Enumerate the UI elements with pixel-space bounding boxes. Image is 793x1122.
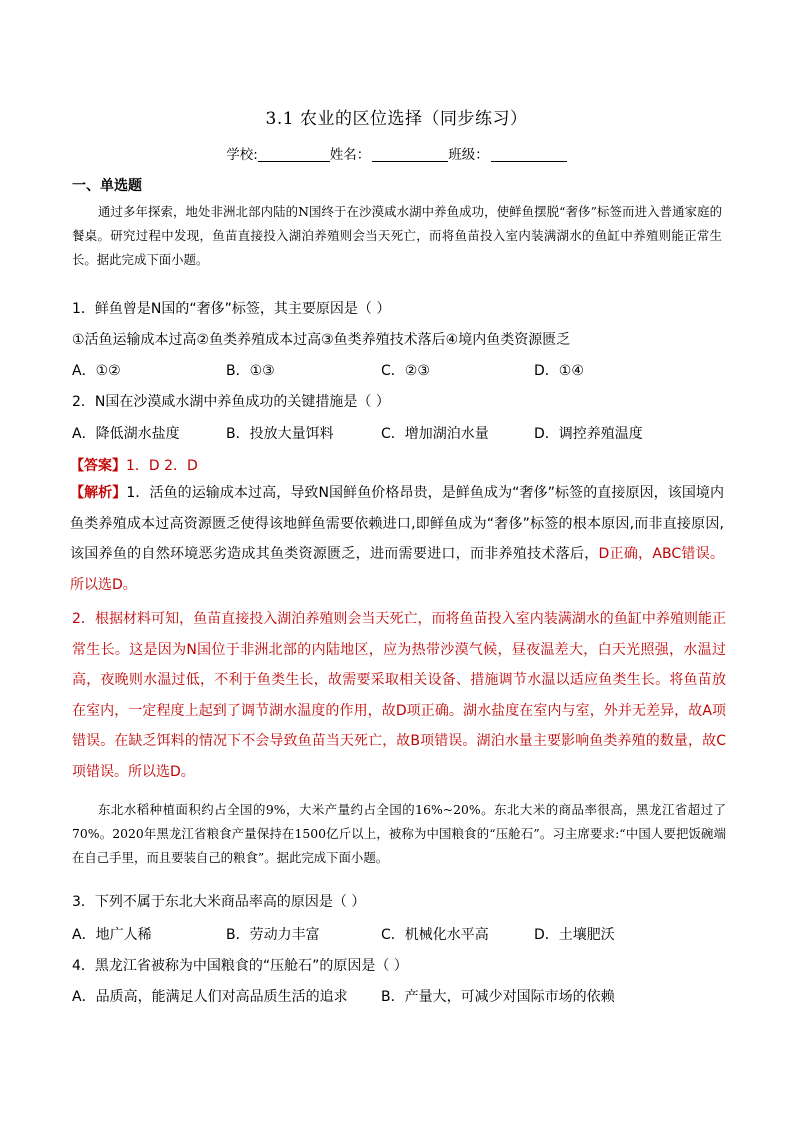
q3-option-d[interactable]: D．土壤肥沃 [534, 927, 615, 943]
class-label: 班级： [448, 147, 489, 163]
answer-label: 【答案】 [70, 458, 126, 474]
analysis-part-1 [70, 478, 724, 600]
answer-text: 1．D 2．D [126, 458, 198, 474]
q2-option-c[interactable]: C．增加湖泊水量 [381, 426, 489, 442]
analysis-2-body: 根据材料可知，鱼苗直接投入湖泊养殖则会当天死亡，而将鱼苗投入室内装满湖水的鱼缸中养殖则能正常生长。这是因为N国位于非洲北部的内陆地区，应为热带沙漠气候，昼夜温差大，白天光照强，水温过高，夜晚则水温过低，不利于鱼类生长，故需要采取相关设备、措施调节水温以适应鱼类生长。将鱼苗放在室内，一定程度上起到了调节湖水温度的作用，故D项正确。湖水盐度在室内与室，外并无差异，故A项错误。在缺乏饵料的情况下不会导致鱼苗当天死亡，故B项错误。湖泊水量主要影响鱼类养殖的数量，故C项错误。所以选D。 [72, 611, 726, 780]
page-title: 3.1 农业的区位选择（同步练习） [265, 109, 528, 129]
passage-1: 通过多年探索，地处非洲北部内陆的N国终于在沙漠咸水湖中养鱼成功，使鲜鱼摆脱“奢侈”标签而进入普通家庭的餐桌。研究过程中发现，鱼苗直接投入湖泊养殖则会当天死亡，而将鱼苗投入室内装满湖水的鱼缸中养殖则能正常生长。据此完成下面小题。 [72, 204, 722, 267]
q1-option-c[interactable]: C．②③ [381, 363, 430, 379]
class-blank[interactable] [491, 147, 567, 162]
q1-option-b[interactable]: B．①③ [226, 363, 275, 379]
q3-option-b[interactable]: B．劳动力丰富 [226, 927, 320, 943]
q3-option-c[interactable]: C．机械化水平高 [381, 927, 489, 943]
analysis-1-conclusion: D正确，ABC错误。所以选D。 [70, 546, 724, 593]
question-1-stem: 1．鲜鱼曾是N国的“奢侈”标签，其主要原因是（ ） [72, 301, 391, 317]
question-1-statements: ①活鱼运输成本过高②鱼类养殖成本过高③鱼类养殖技术落后④境内鱼类资源匮乏 [72, 332, 571, 348]
q2-option-d[interactable]: D．调控养殖温度 [534, 426, 643, 442]
q2-option-a[interactable]: A．降低湖水盐度 [72, 426, 180, 442]
passage-2: 东北水稻种植面积约占全国的9%，大米产量约占全国的16%~20%。东北大米的商品率很高，黑龙江省超过了70%。2020年黑龙江省粮食产量保持在1500亿斤以上，被称为中国粮食的“压舱石”。习主席要求:“中国人要把饭碗端在自己手里，而且要装自己的粮食”。据此完成下面小题。 [72, 802, 726, 865]
analysis-2-number: 2． [72, 611, 95, 627]
q2-option-b[interactable]: B．投放大量饵料 [226, 426, 334, 442]
student-info-line [0, 143, 793, 163]
question-3-stem: 3．下列不属于东北大米商品率高的原因是（ ） [72, 894, 366, 910]
question-4-stem: 4．黑龙江省被称为中国粮食的“压舱石”的原因是（ ） [72, 958, 408, 974]
q1-option-a[interactable]: A．①② [72, 363, 121, 379]
name-blank[interactable] [372, 147, 448, 162]
analysis-1-body: 1．活鱼的运输成本过高，导致N国鲜鱼价格昂贵，是鲜鱼成为“奢侈”标签的直接原因，该国境内鱼类养殖成本过高资源匮乏使得该地鲜鱼需要依赖进口,即鲜鱼成为“奢侈”标签的根本原因,而非直接原因,该国养鱼的自然环境恶劣造成其鱼类资源匮乏，进而需要进口，而非养殖技术落后， [70, 485, 725, 562]
q4-option-a[interactable]: A．品质高，能满足人们对高品质生活的追求 [72, 989, 348, 1005]
name-label: 姓名： [329, 147, 371, 163]
answer-line [70, 455, 198, 475]
q3-option-a[interactable]: A．地广人稀 [72, 927, 152, 943]
analysis-label: 【解析】 [70, 485, 127, 501]
analysis-part-2 [72, 604, 726, 787]
question-2-stem: 2．N国在沙漠咸水湖中养鱼成功的关键措施是（ ） [72, 394, 390, 410]
q4-option-b[interactable]: B．产量大，可减少对国际市场的依赖 [381, 989, 615, 1005]
q1-option-d[interactable]: D．①④ [534, 363, 584, 379]
school-blank[interactable] [258, 147, 330, 162]
section-heading: 一、单选题 [72, 178, 142, 194]
school-label: 学校: [226, 147, 258, 163]
